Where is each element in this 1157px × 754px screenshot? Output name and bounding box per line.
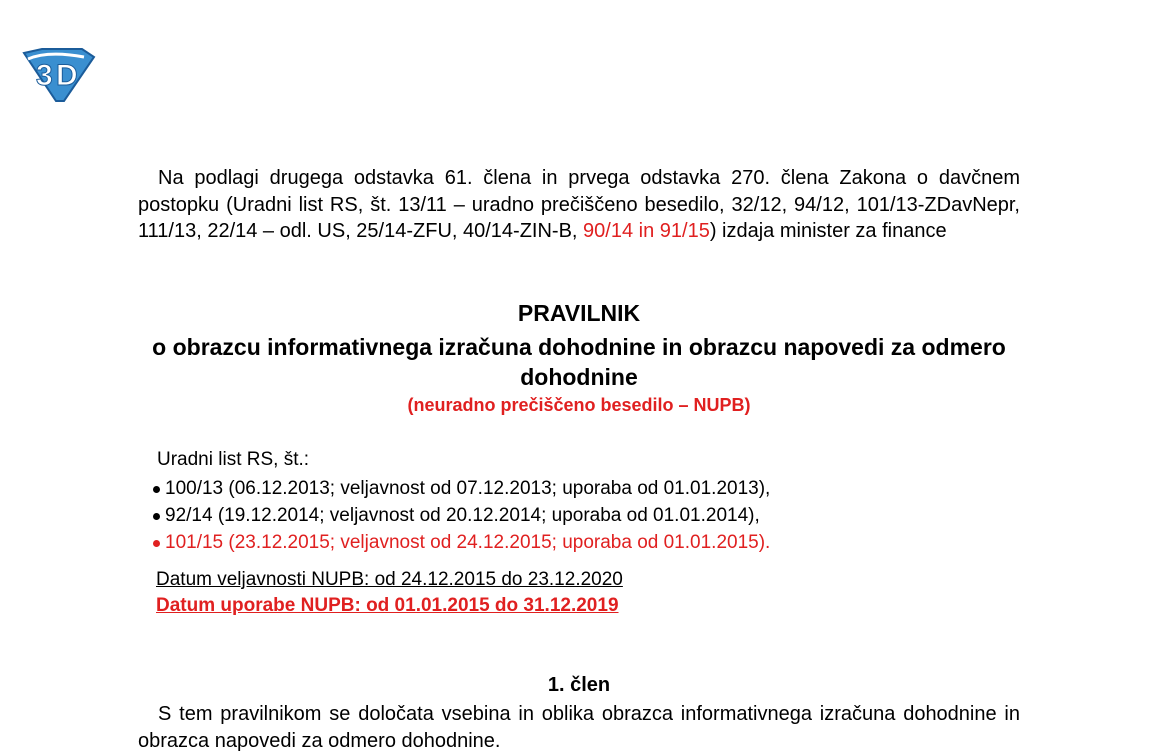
logo-letter-d: D: [56, 59, 78, 92]
gazette-list: [152, 475, 770, 556]
gazette-item-text: 100/13 (06.12.2013; veljavnost od 07.12.2013; uporaba od 01.01.2013),: [165, 478, 771, 499]
bullet-icon: [153, 513, 160, 520]
logo-letter-three: 3: [36, 59, 53, 92]
validity-date: Datum veljavnosti NUPB: od 24.12.2015 do 23.12.2020: [156, 569, 623, 590]
article-heading: 1. člen: [547, 674, 611, 696]
bullet-icon: [153, 540, 160, 547]
unofficial-consolidation-note: (neuradno prečiščeno besedilo – NUPB): [407, 395, 751, 415]
bullet-icon: [153, 486, 160, 493]
gazette-item: [152, 502, 770, 529]
usage-date: Datum uporabe NUPB: od 01.01.2015 do 31.12.2019: [156, 595, 619, 616]
gazette-item-text: 101/15 (23.12.2015; veljavnost od 24.12.2015; uporaba od 01.01.2015).: [165, 532, 771, 553]
gazette-item: [152, 475, 770, 502]
preamble-text: Na podlagi drugega odstavka 61. člena in prvega odstavka 270. člena Zakona o davčnem postopku (Uradni list RS, št. 13/11 – uradno prečiščeno besedilo, 32/12, 94/12, 101/13-ZDavNepr, 111/13, 22/14 – odl. US, 25/14-ZFU, 40/14-ZIN-B,: [138, 167, 1020, 242]
gazette-label: Uradni list RS, št.:: [157, 449, 310, 470]
publisher-logo: [22, 47, 96, 103]
gazette-item-text: 92/14 (19.12.2014; veljavnost od 20.12.2014; uporaba od 01.01.2014),: [165, 505, 760, 526]
gazette-item-highlighted: [152, 529, 770, 556]
document-subtitle: o obrazcu informativnega izračuna dohodnine in obrazcu napovedi za odmero dohodnine: [152, 334, 1006, 390]
preamble-amendments: 90/14 in 91/15: [583, 220, 710, 242]
document-title: PRAVILNIK: [517, 300, 641, 326]
preamble-closing: ) izdaja minister za finance: [709, 220, 947, 242]
article-body: S tem pravilnikom se določata vsebina in oblika obrazca informativnega izračuna dohodnine in obrazca napovedi za odmero dohodnine.: [138, 703, 1020, 752]
preamble-paragraph: [138, 165, 1020, 245]
